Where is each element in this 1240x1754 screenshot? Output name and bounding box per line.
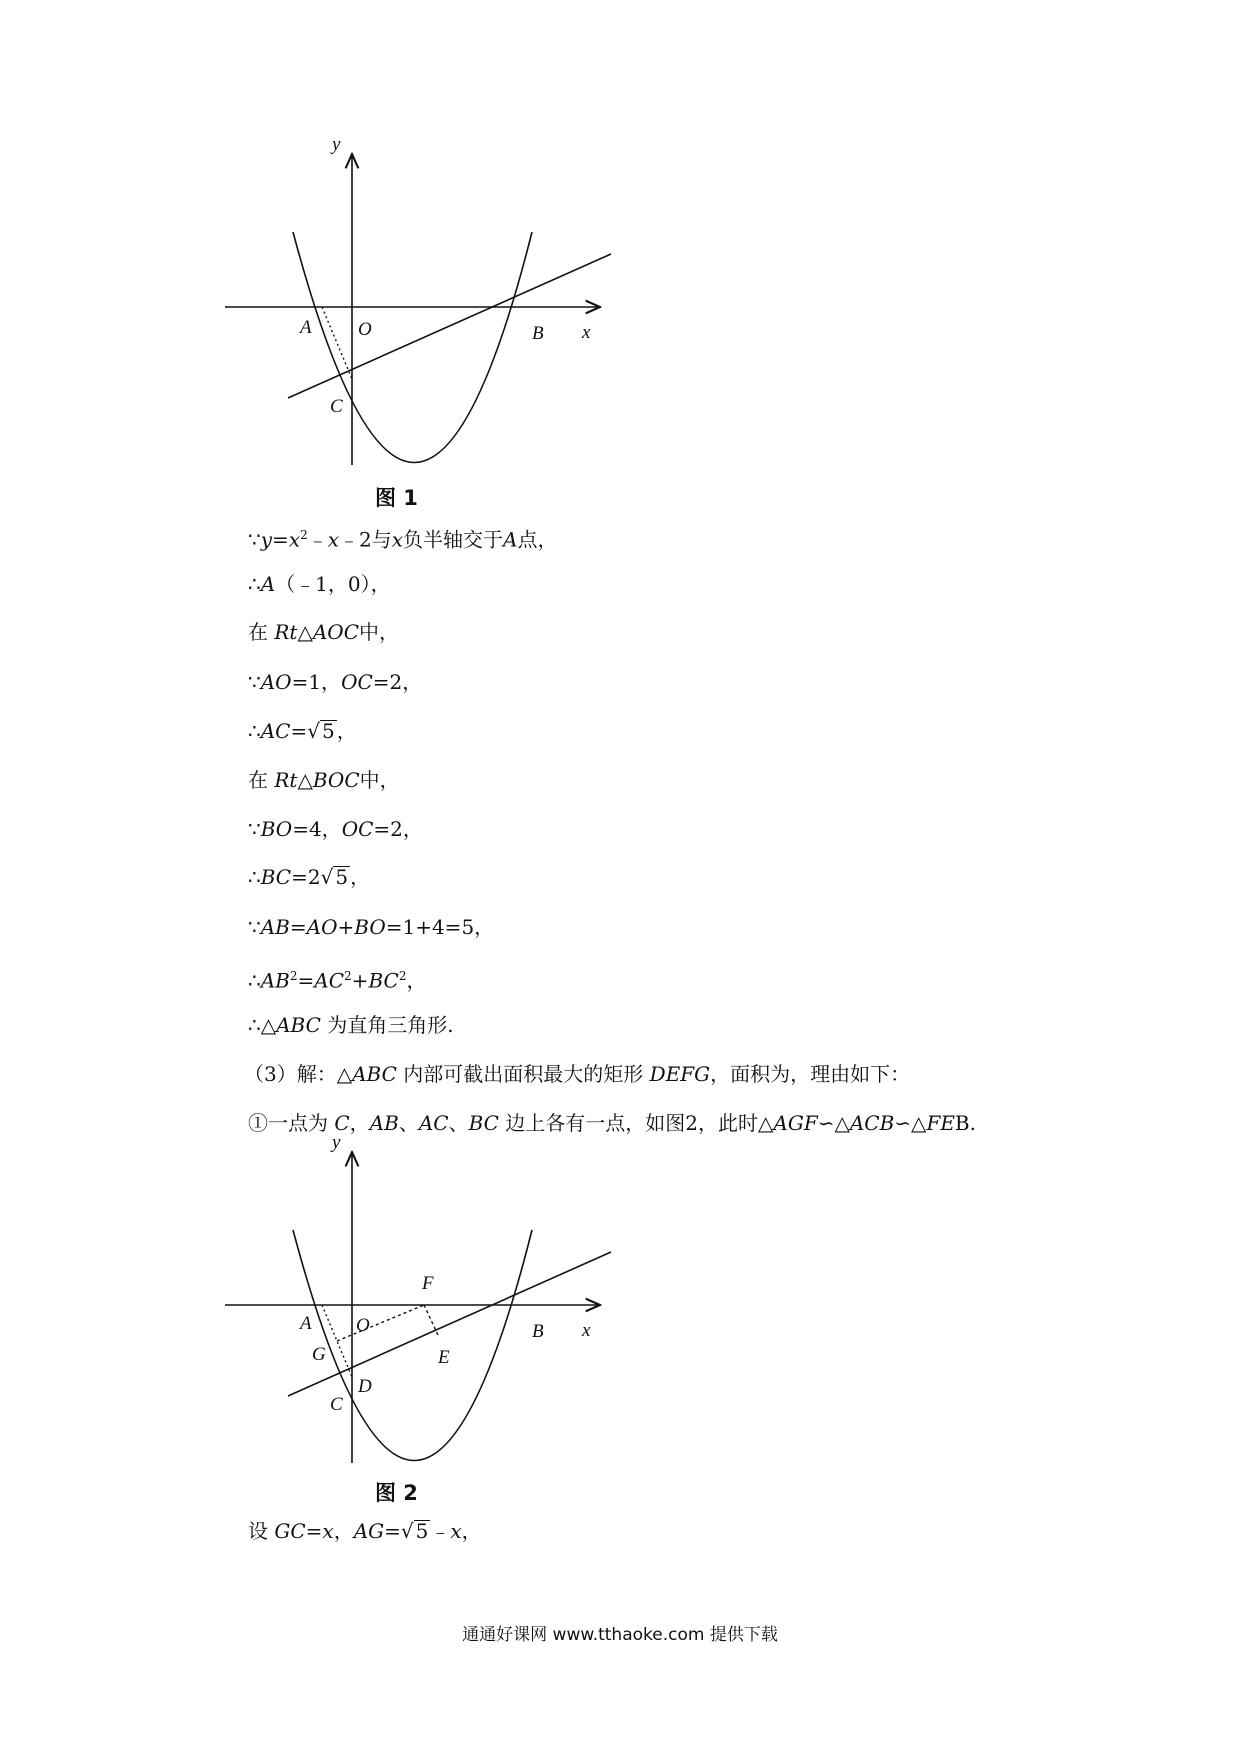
figure-2	[240, 1132, 640, 1478]
label-o: O	[358, 319, 372, 340]
label-f: F	[422, 1273, 434, 1294]
label-a: A	[300, 1313, 312, 1334]
figure-1-graph	[240, 134, 640, 480]
parabola-curve	[293, 1230, 532, 1461]
label-e: E	[438, 1347, 450, 1368]
parabola-curve	[293, 232, 532, 463]
line-bc	[288, 254, 611, 398]
text-line-10: $\therefore AB^2=AC^2+BC^2$，	[248, 968, 427, 993]
label-y: y	[332, 1132, 341, 1153]
text-line-7: ∵BO=4，OC=2，	[248, 817, 423, 841]
page-footer: 通通好课网 www.tthaoke.com 提供下载	[462, 1625, 778, 1645]
text-line-1: $\because y=x^2﹣x﹣2$与x负半轴交于A点，	[248, 527, 558, 552]
text-line-14: 设 GC=x，AG=√ 5 ﹣x，	[248, 1519, 482, 1543]
text-line-12: （3）解：△ABC 内部可截出面积最大的矩形 DEFG，面积为，理由如下：	[244, 1062, 911, 1086]
label-b: B	[532, 323, 544, 344]
label-a: A	[300, 317, 312, 338]
text-line-3: 在 Rt△AOC中，	[248, 620, 400, 644]
figure-1	[240, 134, 640, 480]
figure-2-caption: 图 2	[375, 1481, 418, 1505]
text-line-4: ∵AO=1，OC=2，	[248, 670, 423, 694]
text-line-11: ∴△ABC 为直角三角形.	[248, 1013, 454, 1037]
text-line-6: 在 Rt△BOC中，	[248, 768, 400, 792]
label-x: x	[582, 322, 591, 343]
label-b: B	[532, 1321, 544, 1342]
label-x: x	[582, 1320, 591, 1341]
label-d: D	[358, 1376, 372, 1397]
label-g: G	[312, 1344, 326, 1365]
text-line-2: ∴A（﹣1，0），	[248, 572, 391, 596]
label-y: y	[332, 134, 341, 155]
label-c: C	[330, 396, 343, 417]
segment-gf-dotted	[337, 1305, 424, 1341]
figure-2-graph	[240, 1132, 640, 1478]
label-c: C	[330, 1394, 343, 1415]
text-line-8: ∴BC=2√ 5 ，	[248, 865, 371, 889]
label-o: O	[356, 1315, 370, 1336]
text-line-13: ①一点为 C，AB、AC、BC 边上各有一点，如图2，此时△AGF∽△ACB∽△FEB.	[248, 1111, 976, 1135]
text-line-5: ∴AC=√ 5 ，	[248, 719, 357, 743]
figure-1-caption: 图 1	[375, 486, 418, 510]
text-line-9: ∵AB=AO+BO=1+4=5，	[248, 915, 495, 939]
line-bc	[288, 1252, 611, 1396]
